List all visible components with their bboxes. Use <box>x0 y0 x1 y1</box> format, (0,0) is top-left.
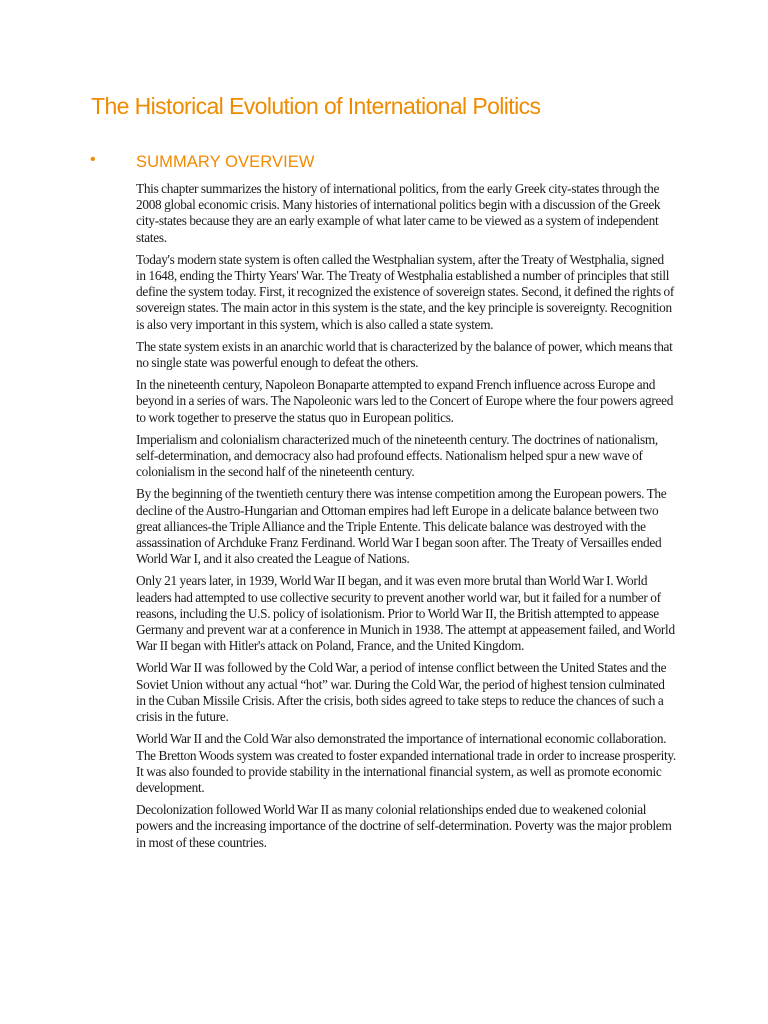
paragraph: Today's modern state system is often called the Westphalian system, after the Treaty of Westphalia, signed in 1648, ending the Thirty Years' War. The Treaty of Westphalia established a number of principles that still define the system today. First, it recognized the existence of sovereign states. Second, it defined the rights of sovereign states. The main actor in this system is the state, and the key principle is sovereignty. Recognition is also very important in this system, which is also called a state system. <box>136 251 675 332</box>
paragraph: By the beginning of the twentieth century there was intense competition among the European powers. The decline of the Austro-Hungarian and Ottoman empires had left Europe in a delicate balance between two great alliances-the Triple Alliance and the Triple Entente. This delicate balance was destroyed with the assassination of Archduke Franz Ferdinand. World War I began soon after. The Treaty of Versailles ended World War I, and it also created the League of Nations. <box>136 486 667 567</box>
paragraph: This chapter summarizes the history of international politics, from the early Greek city-states through the 2008 global economic crisis. Many histories of international politics begin with a discussion of the Greek city-states because they are an early example of what later came to be viewed as a system of independent states. <box>136 181 661 245</box>
paragraph: Imperialism and colonialism characterized much of the nineteenth century. The doctrines of nationalism, self-determination, and democracy also had profound effects. Nationalism helped spur a new wave of colonialism in the second half of the nineteenth century. <box>136 431 658 480</box>
paragraph: The state system exists in an anarchic world that is characterized by the balance of power, which means that no single state was powerful enough to defeat the others. <box>136 338 673 371</box>
paragraph: World War II was followed by the Cold War, a period of intense conflict between the United States and the Soviet Union without any actual “hot” war. During the Cold War, the period of highest tension culminated in the Cuban Missile Crisis. After the crisis, both sides agreed to take steps to reduce the chances of such a crisis in the future. <box>136 660 667 725</box>
paragraph: Only 21 years later, in 1939, World War II began, and it was even more brutal than World War I. World leaders had attempted to use collective security to prevent another world war, but it failed for a number of reasons, including the U.S. policy of isolationism. Prior to World War II, the British attempted to appease Germany and prevent war at a conference in Munich in 1938. The attempt at appeasement failed, and World War II began with Hitler's attack on Poland, France, and the United Kingdom. <box>136 573 675 654</box>
paragraph: Decolonization followed World War II as many colonial relationships ended due to weakened colonial powers and the increasing importance of the doctrine of self-determination. Poverty was the major problem in most of these countries. <box>136 802 672 850</box>
section-heading: SUMMARY OVERVIEW <box>136 153 315 171</box>
page-title: The Historical Evolution of International Politics <box>91 93 541 119</box>
summary-body <box>136 181 676 857</box>
paragraph: World War II and the Cold War also demonstrated the importance of international economic collaboration. The Bretton Woods system was created to foster expanded international trade in order to increase prosperity. It was also founded to provide stability in the international financial system, as well as promote economic development. <box>136 731 676 795</box>
bullet-icon: • <box>90 151 96 168</box>
paragraph: In the nineteenth century, Napoleon Bonaparte attempted to expand French influence across Europe and beyond in a series of wars. The Napoleonic wars led to the Concert of Europe where the four powers agreed to work together to preserve the status quo in European politics. <box>136 377 674 425</box>
